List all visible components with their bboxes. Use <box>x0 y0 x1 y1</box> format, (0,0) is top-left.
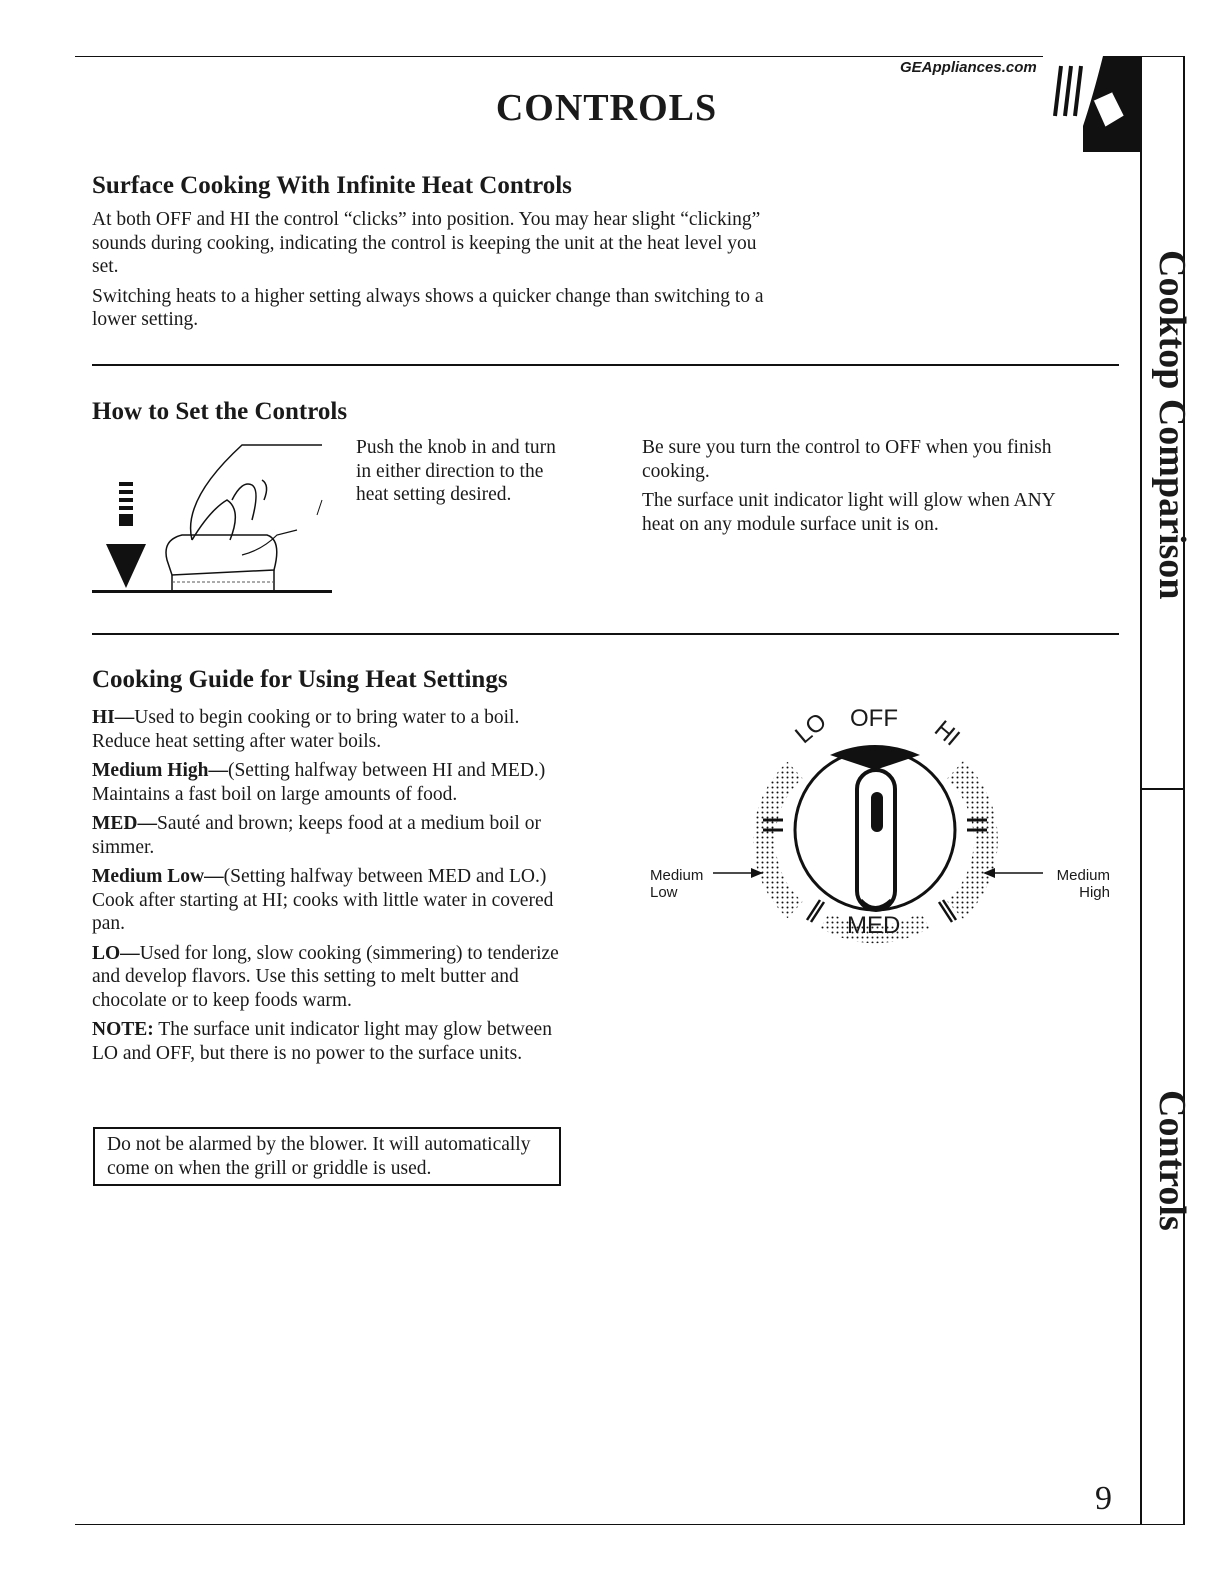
bottom-rule <box>75 1524 1185 1525</box>
paragraph: Switching heats to a higher setting always shows a quicker change than switching to a lower setting. <box>92 285 764 330</box>
guide-item-lo: LO—Used for long, slow cooking (simmering) to tenderize and develop flavors. Use this setting to melt butter and chocolate or to keep foods warm. <box>92 942 559 1011</box>
tab-column-left-border <box>1140 56 1142 1524</box>
tab-divider <box>1140 788 1185 790</box>
section-heading: Surface Cooking With Infinite Heat Controls <box>92 172 572 199</box>
guide-item-medium-low: Medium Low—(Setting halfway between MED and LO.) Cook after starting at HI; cooks with little water in covered pan. <box>92 866 554 934</box>
blower-note-box: Do not be alarmed by the blower. It will automatically come on when the grill or griddle is used. <box>93 1127 561 1186</box>
paragraph: At both OFF and HI the control “clicks” into position. You may hear slight “clicking” sounds during cooking, indicating the control is keeping the unit at the heat level you set. <box>92 209 761 277</box>
section-divider <box>92 633 1119 635</box>
section-divider <box>92 364 1119 366</box>
tab-cooktop-comparison: Cooktop Comparison <box>1151 250 1193 600</box>
section-surface-cooking <box>92 172 792 338</box>
tab-controls: Controls <box>1151 1090 1193 1231</box>
dial-label-lo: LO <box>790 707 832 750</box>
dial-label-medium-low: Medium Low <box>650 867 704 901</box>
heat-dial-diagram <box>645 700 1115 950</box>
guide-item-med: MED—Sauté and brown; keeps food at a medium boil or simmer. <box>92 813 541 858</box>
dial-label-medium-high: Medium High <box>1056 867 1110 901</box>
section-heading: How to Set the Controls <box>92 398 348 425</box>
paragraph: The surface unit indicator light will glow when ANY heat on any module surface unit is on. <box>642 490 1056 535</box>
page-number: 9 <box>1095 1480 1112 1517</box>
dial-label-med: MED <box>847 912 901 939</box>
section-controls-right <box>642 436 1082 542</box>
guide-item-hi: HI—Used to begin cooking or to bring water to a boil. Reduce heat setting after water boils. <box>92 707 520 752</box>
paragraph: Be sure you turn the control to OFF when you finish cooking. <box>642 437 1052 482</box>
heat-settings-guide <box>92 706 572 1071</box>
knob-push-illustration <box>92 440 337 598</box>
dial-label-off: OFF <box>850 705 898 732</box>
site-url: GEAppliances.com <box>900 59 1037 76</box>
page-title: CONTROLS <box>495 87 718 129</box>
guide-item-note: NOTE: The surface unit indicator light may glow between LO and OFF, but there is no power to the surface units. <box>92 1019 552 1064</box>
dial-label-hi: HI <box>929 715 965 752</box>
top-rule <box>75 56 1185 57</box>
section-heading: Cooking Guide for Using Heat Settings <box>92 666 508 693</box>
guide-item-medium-high: Medium High—(Setting halfway between HI and MED.) Maintains a fast boil on large amounts of food. <box>92 760 546 805</box>
push-knob-text: Push the knob in and turn in either direction to the heat setting desired. <box>356 437 556 505</box>
